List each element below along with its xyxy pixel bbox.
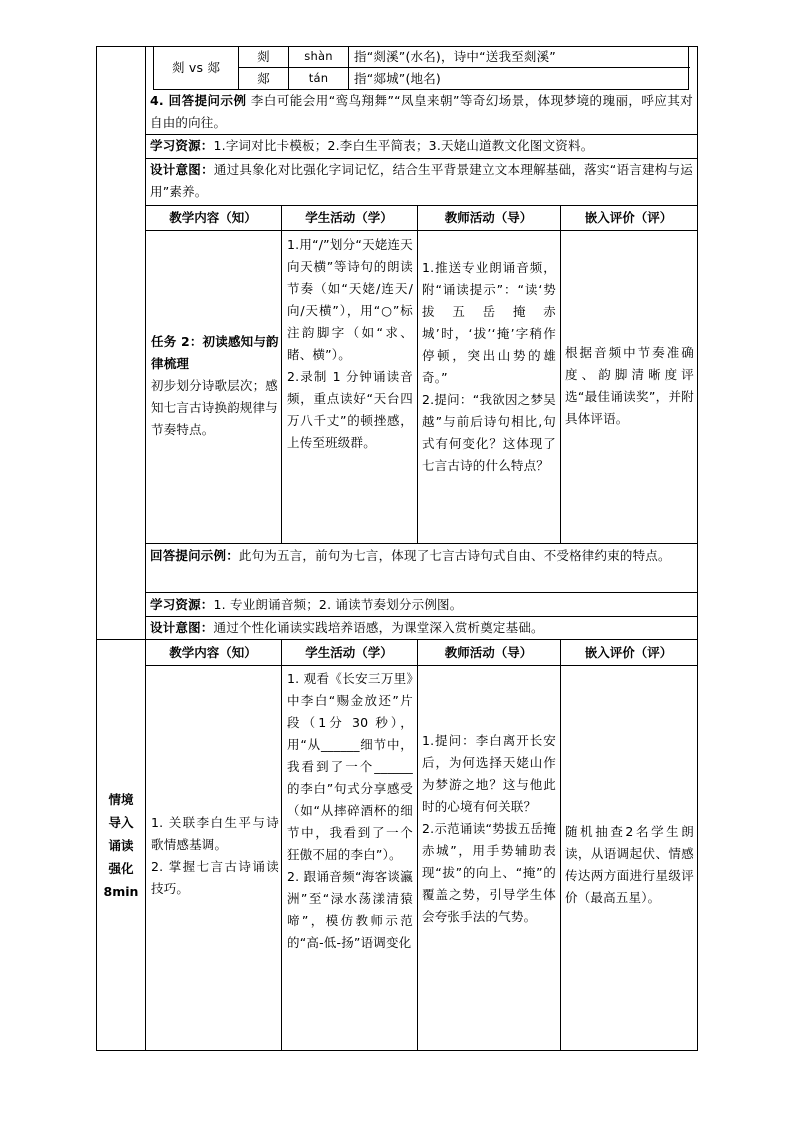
header-content-1: 教学内容（知） (169, 210, 257, 225)
section-label-line-1: 情境 (108, 792, 134, 807)
task2-content (151, 331, 279, 451)
section-label-line-2: 导入 (108, 815, 134, 830)
intro-student-activity-1: 1. 观看《长安三万里》中李白“赐金放还”片段（1分 30 秒），用“从______细节中，我看到了一个______的李白”句式分享感受（如“从摔碎酒杯的细节中，我看到了一个狂傲不屈的李白”）。 (287, 671, 413, 862)
vocab-char-2: 郯 (257, 71, 270, 86)
section-label (97, 788, 145, 906)
header-student-2: 学生活动（学） (305, 645, 393, 660)
design-1 (150, 159, 693, 203)
task2-teacher-activity: 1.推送专业朗诵音频，附“诵读提示”：“读‘势拔五岳掩赤城’时，‘拔’‘掩’字稍作停顿，突出山势的雄奇。” 2.提问：“我欲因之梦吴越”与前后诗句相比,句式有何变化？这体现了七言古诗的什么特点？ (422, 260, 556, 473)
vocab-label: 剡 vs 郯 (171, 60, 221, 75)
section-label-line-3: 诵读 (108, 838, 134, 853)
resources-1-label: 学习资源： (150, 138, 214, 153)
intro-teacher-activity: 1.提问：李白离开长安后，为何选择天姥山作为梦游之地？这与他此时的心境有何关联？ 2.示范诵读“势拔五岳掩赤城”，用手势辅助表现“拔”的向上、“掩”的覆盖之势，引导学生体会夸张手法的气势。 (422, 733, 556, 924)
design-1-text: 通过具象化对比强化字词记忆，结合生平背景建立文本理解基础，落实“语言建构与运用”素养。 (150, 162, 693, 199)
answer-example-1-label: 4. 回答提问示例 (150, 93, 247, 108)
resources-1 (150, 135, 693, 157)
design-2-text: 通过个性化诵读实践培养语感，为课堂深入赏析奠定基础。 (213, 620, 544, 635)
vocab-char-1: 剡 (257, 49, 270, 64)
vocab-table (153, 46, 689, 90)
resources-2-text: 1. 专业朗诵音频；2. 诵读节奏划分示例图。 (213, 597, 463, 612)
outer-right-border (697, 46, 698, 1051)
vocab-pinyin-1: shàn (304, 49, 333, 63)
answer-example-2 (150, 545, 693, 589)
resources-2-label: 学习资源： (150, 597, 214, 612)
header-student-1: 学生活动（学） (305, 210, 393, 225)
header-evaluation-1: 嵌入评价（评） (584, 210, 673, 225)
answer-example-1-text: 李白可能会用“鸾鸟翔舞”“凤皇来朝”等奇幻场景，体现梦境的瑰丽，呼应其对自由的向往。 (150, 93, 693, 130)
task2-student-activity: 1.用“/”划分“天姥连天向天横”等诗句的朗读节奏（如“天姥/连天/向/天横”），用“○”标注韵脚字（如“求、睹、横”）。 2.录制 1 分钟诵读音频，重点读好“天台四万八千丈”的顿挫感，上传至班级群。 (287, 237, 413, 450)
header-content-2: 教学内容（知） (169, 645, 257, 660)
task2-content-body: 初步划分诗歌层次；感知七言古诗换韵规律与节奏特点。 (151, 378, 279, 437)
design-1-label: 设计意图： (150, 162, 214, 177)
task2-content-title: 任务 2：初读感知与韵律梳理 (151, 334, 279, 371)
section-separator (96, 639, 698, 640)
vocab-pinyin-2: tán (308, 71, 329, 85)
header-evaluation-2: 嵌入评价（评） (584, 645, 673, 660)
answer-example-1 (150, 90, 693, 134)
section-column-divider (145, 46, 146, 1051)
task2-evaluation: 根据音频中节奏准确度、韵脚清晰度评选“最佳诵读奖”，并附具体评语。 (565, 345, 694, 426)
answer-example-2-text: 此句为五言，前句为七言，体现了七言古诗句式自由、不受格律约束的特点。 (238, 548, 671, 563)
intro-student-activity-2: 2. 跟诵音频“海客谈瀛洲”至“渌水荡漾清猿啼”，模仿教师示范的“高-低-扬”语调变化 (287, 869, 413, 950)
outer-bottom-border (96, 1050, 698, 1051)
resources-2 (150, 594, 693, 616)
vocab-meaning-2: 指“郯城”(地名) (354, 71, 442, 86)
header-teacher-2: 教师活动（导） (444, 645, 533, 660)
intro-student-activity (287, 668, 413, 1048)
section-label-line-4: 强化 (108, 861, 134, 876)
intro-evaluation: 随机抽查2名学生朗读，从语调起伏、情感传达两方面进行星级评价（最高五星）。 (565, 824, 694, 905)
resources-1-text: 1.字词对比卡模板；2.李白生平简表；3.天姥山道教文化图文资料。 (213, 138, 594, 153)
section-label-line-5: 8min (103, 884, 139, 899)
intro-content: 1. 关联李白生平与诗歌情感基调。 2. 掌握七言古诗诵读技巧。 (151, 815, 279, 896)
header-teacher-1: 教师活动（导） (444, 210, 533, 225)
answer-example-2-label: 回答提问示例： (150, 548, 239, 563)
design-2-label: 设计意图： (150, 620, 214, 635)
design-2 (150, 617, 693, 639)
vocab-meaning-1: 指“剡溪”(水名)，诗中“送我至剡溪” (354, 49, 556, 64)
